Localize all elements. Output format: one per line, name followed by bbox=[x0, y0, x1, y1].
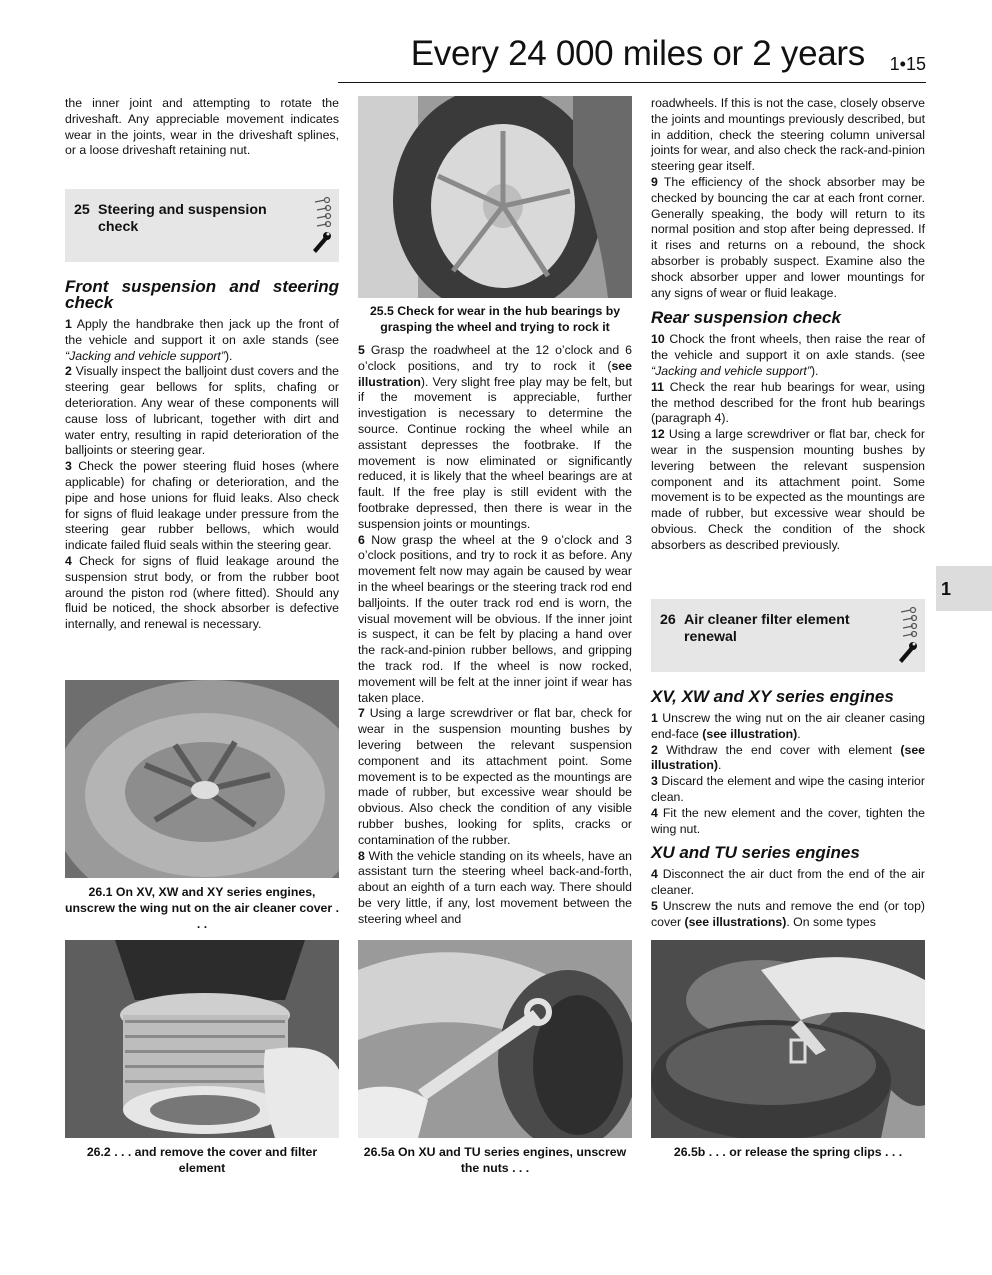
chapter-tab-number: 1 bbox=[941, 579, 952, 599]
paragraph-6 bbox=[358, 533, 632, 707]
chapter-tab bbox=[936, 566, 992, 611]
para-text: ). Very slight free play may be felt, but if the movement is appreciable, further investigation is necessary to determine the source. Continue rocking the wheel while an assistant depresses the footbrake. If the movement is now eliminated or significantly reduced, it is likely that the wheel bearings are at fault. If the free play is still evident with the footbrake depressed, then there is wear in the suspension joints or mountings. bbox=[358, 374, 632, 531]
photo-filter-element bbox=[65, 940, 339, 1138]
para-text: Using a large screwdriver or flat bar, check for wear in the suspension mounting bushes by levering between the relevant suspension component and its attachment point. Some movement is to be expected as the mountings are made of rubber, but excessive wear should be obvious. Also check the condition of any visible rubber bushes, looking for splits, cracks or contamination of the rubber. bbox=[358, 706, 632, 847]
para-text: . bbox=[797, 726, 801, 741]
caption-26-2 bbox=[65, 1144, 339, 1176]
para-text: Using a large screwdriver or flat bar, check for wear in the suspension mounting bushes by levering between the relevant suspension component and its attachment point. Some movement is to be expected as the mountings are made of rubber, but excessive wear should be obvious. Check the condition of the shock absorbers as described previously. bbox=[651, 427, 925, 552]
caption-text: Check for wear in the hub bearings by grasping the wheel and trying to rock it bbox=[380, 304, 621, 334]
para-text: Check the power steering fluid hoses (where applicable) for chafing or deterioration, and the pipe and hose unions for fluid leaks. Also check for signs of fluid leakage under pressure from the steering gear rubber bellows, which would indicate failed fluid seals within the steering gear. bbox=[65, 459, 339, 553]
caption-number: 26.1 bbox=[88, 885, 113, 899]
caption-26-5b bbox=[651, 1144, 925, 1160]
column-1-body bbox=[65, 279, 339, 633]
para-text: Check the rear hub bearings for wear, using the method described for the front hub bearings (paragraph 4). bbox=[651, 379, 925, 426]
para-text: ). bbox=[224, 348, 233, 363]
section-26-box bbox=[651, 599, 925, 672]
para-text: With the vehicle standing on its wheels, have an assistant turn the steering wheel back-and-forth, about an eighth of a turn each way. There should be very little, if any, lost movement between the steering wheel and bbox=[358, 848, 632, 926]
column-2-body bbox=[358, 343, 632, 927]
para-number: 5 bbox=[358, 343, 365, 357]
page-number: 1•15 bbox=[889, 54, 926, 74]
caption-text: . . . and remove the cover and filter element bbox=[114, 1145, 318, 1175]
para-reference: “Jacking and vehicle support” bbox=[651, 363, 811, 378]
paragraph-8 bbox=[358, 849, 632, 928]
column-1-intro bbox=[65, 96, 339, 159]
para-number: 4 bbox=[651, 805, 658, 820]
caption-number: 26.2 bbox=[86, 1145, 111, 1159]
para-reference: “Jacking and vehicle support” bbox=[65, 348, 225, 363]
para-text: Apply the handbrake then jack up the front of the vehicle and support it on axle stands (see bbox=[65, 317, 339, 347]
column-3-bottom bbox=[651, 689, 925, 931]
page-header-title: Every 24 000 miles or 2 years bbox=[410, 34, 865, 73]
para-text: Visually inspect the balljoint dust covers and the steering gear bellows for splits, chafing or deterioration. Any wear of these components will cause loss of lubricant, together with dirt and water entry, resulting in rapid deterioration of the balljoints or steering gear. bbox=[65, 364, 339, 458]
para-text: Chock the front wheels, then raise the rear of the vehicle and support it on axle stands. (see bbox=[651, 332, 925, 363]
section-number: 25 bbox=[74, 202, 90, 218]
subheading-front-suspension: Front suspension and steering check bbox=[65, 277, 339, 312]
para-text: Fit the new element and the cover, tighten the wing nut. bbox=[651, 805, 925, 836]
subheading-rear-suspension: Rear suspension check bbox=[651, 308, 841, 328]
para-number: 6 bbox=[358, 532, 365, 547]
para-number: 1 bbox=[651, 711, 658, 725]
step-3 bbox=[651, 774, 925, 806]
caption-number: 25.5 bbox=[369, 304, 394, 318]
caption-26-1 bbox=[65, 884, 339, 932]
para-number: 3 bbox=[65, 459, 72, 474]
section-title: Air cleaner filter element renewal bbox=[684, 612, 850, 645]
para-text: The efficiency of the shock absorber may be checked by bouncing the car at each front corner. Generally speaking, the body will return to its normal position and stop after being depressed. If it rises and returns on a rebound, the shock absorber is probably suspect. Examine also the shock absorber upper and lower mountings for any signs of wear or fluid leakage. bbox=[651, 174, 925, 300]
photo-wheel-hub-check bbox=[358, 96, 632, 298]
subheading-xu-engines: XU and TU series engines bbox=[651, 843, 860, 863]
step-4 bbox=[651, 806, 925, 838]
paragraph-3 bbox=[65, 459, 339, 554]
caption-26-5a bbox=[358, 1144, 632, 1176]
header-rule bbox=[338, 82, 926, 83]
caption-25-5 bbox=[358, 303, 632, 335]
photo-unscrew-nuts bbox=[358, 940, 632, 1138]
caption-text: On XV, XW and XY series engines, unscrew the wing nut on the air cleaner cover . . . bbox=[65, 885, 340, 931]
photo-air-cleaner-wing-nut bbox=[65, 680, 339, 878]
para-number: 5 bbox=[651, 898, 658, 913]
step-5 bbox=[651, 899, 925, 931]
spanner-difficulty-icon bbox=[311, 196, 333, 259]
step-1 bbox=[651, 711, 925, 743]
para-number: 2 bbox=[65, 364, 72, 379]
section-25-box bbox=[65, 189, 339, 262]
caption-number: 26.5b bbox=[673, 1145, 706, 1159]
para-text: Now grasp the wheel at the 9 o’clock and 3 o’clock positions, and try to rock it as before. Any movement felt now may again be caused by wear in the wheel bearings or the steering track rod end balljoints. If the outer track rod end is worn, the visual movement will be obvious. If the inner joint is suspect, it can be felt by placing a hand over the rack-and-pinion rubber bellows, and gripping the track rod. If the wheel is now rocked, movement will be felt at the inner joint if wear has taken place. bbox=[358, 532, 632, 705]
para-text: Grasp the roadwheel at the 12 o’clock and 6 o’clock positions, and try to rock it ( bbox=[358, 343, 632, 373]
step-4b bbox=[651, 867, 925, 899]
paragraph-4 bbox=[65, 554, 339, 633]
para-number: 11 bbox=[651, 379, 664, 394]
para-number: 7 bbox=[358, 706, 365, 721]
para-reference: (see illustration) bbox=[651, 742, 926, 773]
para-reference: (see illustration) bbox=[702, 726, 798, 741]
para-number: 9 bbox=[651, 174, 658, 189]
paragraph-5 bbox=[358, 343, 632, 533]
paragraph-9 bbox=[651, 175, 925, 301]
para-text: Unscrew the wing nut on the air cleaner casing end-face bbox=[651, 711, 925, 741]
caption-number: 26.5a bbox=[363, 1145, 395, 1159]
column-3-top bbox=[651, 96, 925, 554]
paragraph-11 bbox=[651, 380, 925, 427]
paragraph-10 bbox=[651, 332, 925, 379]
para-number: 2 bbox=[651, 742, 658, 757]
paragraph-7 bbox=[358, 706, 632, 848]
para-number: 1 bbox=[65, 317, 72, 331]
para-text: Check for signs of fluid leakage around the suspension strut body, or from the rubber boot around the piston rod (where fitted). Should any fluid be noticed, the shock absorber is defective internally, and renewal is necessary. bbox=[65, 553, 339, 632]
para-number: 4 bbox=[651, 867, 658, 882]
caption-text: . . . or release the spring clips . . . bbox=[708, 1145, 903, 1159]
para-text: Discard the element and wipe the casing interior clean. bbox=[651, 774, 925, 804]
para-text: Withdraw the end cover with element bbox=[666, 742, 901, 757]
para-number: 8 bbox=[358, 848, 365, 863]
paragraph-2 bbox=[65, 364, 339, 459]
para-text: ). bbox=[810, 363, 819, 378]
photo-spring-clips bbox=[651, 940, 925, 1138]
subheading-xv-engines: XV, XW and XY series engines bbox=[651, 687, 894, 706]
para-number: 12 bbox=[651, 427, 665, 442]
para-reference: (see illustrations) bbox=[684, 914, 787, 929]
paragraph-1 bbox=[65, 317, 339, 364]
para-number: 3 bbox=[651, 774, 658, 789]
section-title: Steering and suspension check bbox=[98, 202, 267, 235]
para-text: . bbox=[717, 758, 722, 773]
section-number: 26 bbox=[660, 612, 676, 628]
caption-text: On XU and TU series engines, unscrew the nuts . . . bbox=[397, 1145, 627, 1175]
para-number: 4 bbox=[65, 553, 72, 568]
para-text: . On some types bbox=[786, 914, 876, 929]
para-number: 10 bbox=[651, 332, 665, 347]
paragraph-12 bbox=[651, 427, 925, 553]
para-text: Unscrew the nuts and remove the end (or top) cover bbox=[651, 898, 925, 929]
intro-paragraph: the inner joint and attempting to rotate the driveshaft. Any appreciable movement indicates wear in the joints, wear in the driveshaft splines, or a loose driveshaft retaining nut. bbox=[65, 96, 339, 158]
spanner-difficulty-icon bbox=[897, 606, 919, 669]
step-2 bbox=[651, 743, 925, 775]
para-reference: see illustration bbox=[358, 358, 632, 389]
intro-paragraph: roadwheels. If this is not the case, closely observe the joints and mountings previously described, but in addition, check the steering column universal joints for wear, and also check the rack-and-pinion steering gear itself. bbox=[651, 96, 925, 174]
para-text: Disconnect the air duct from the end of the air cleaner. bbox=[651, 867, 925, 898]
